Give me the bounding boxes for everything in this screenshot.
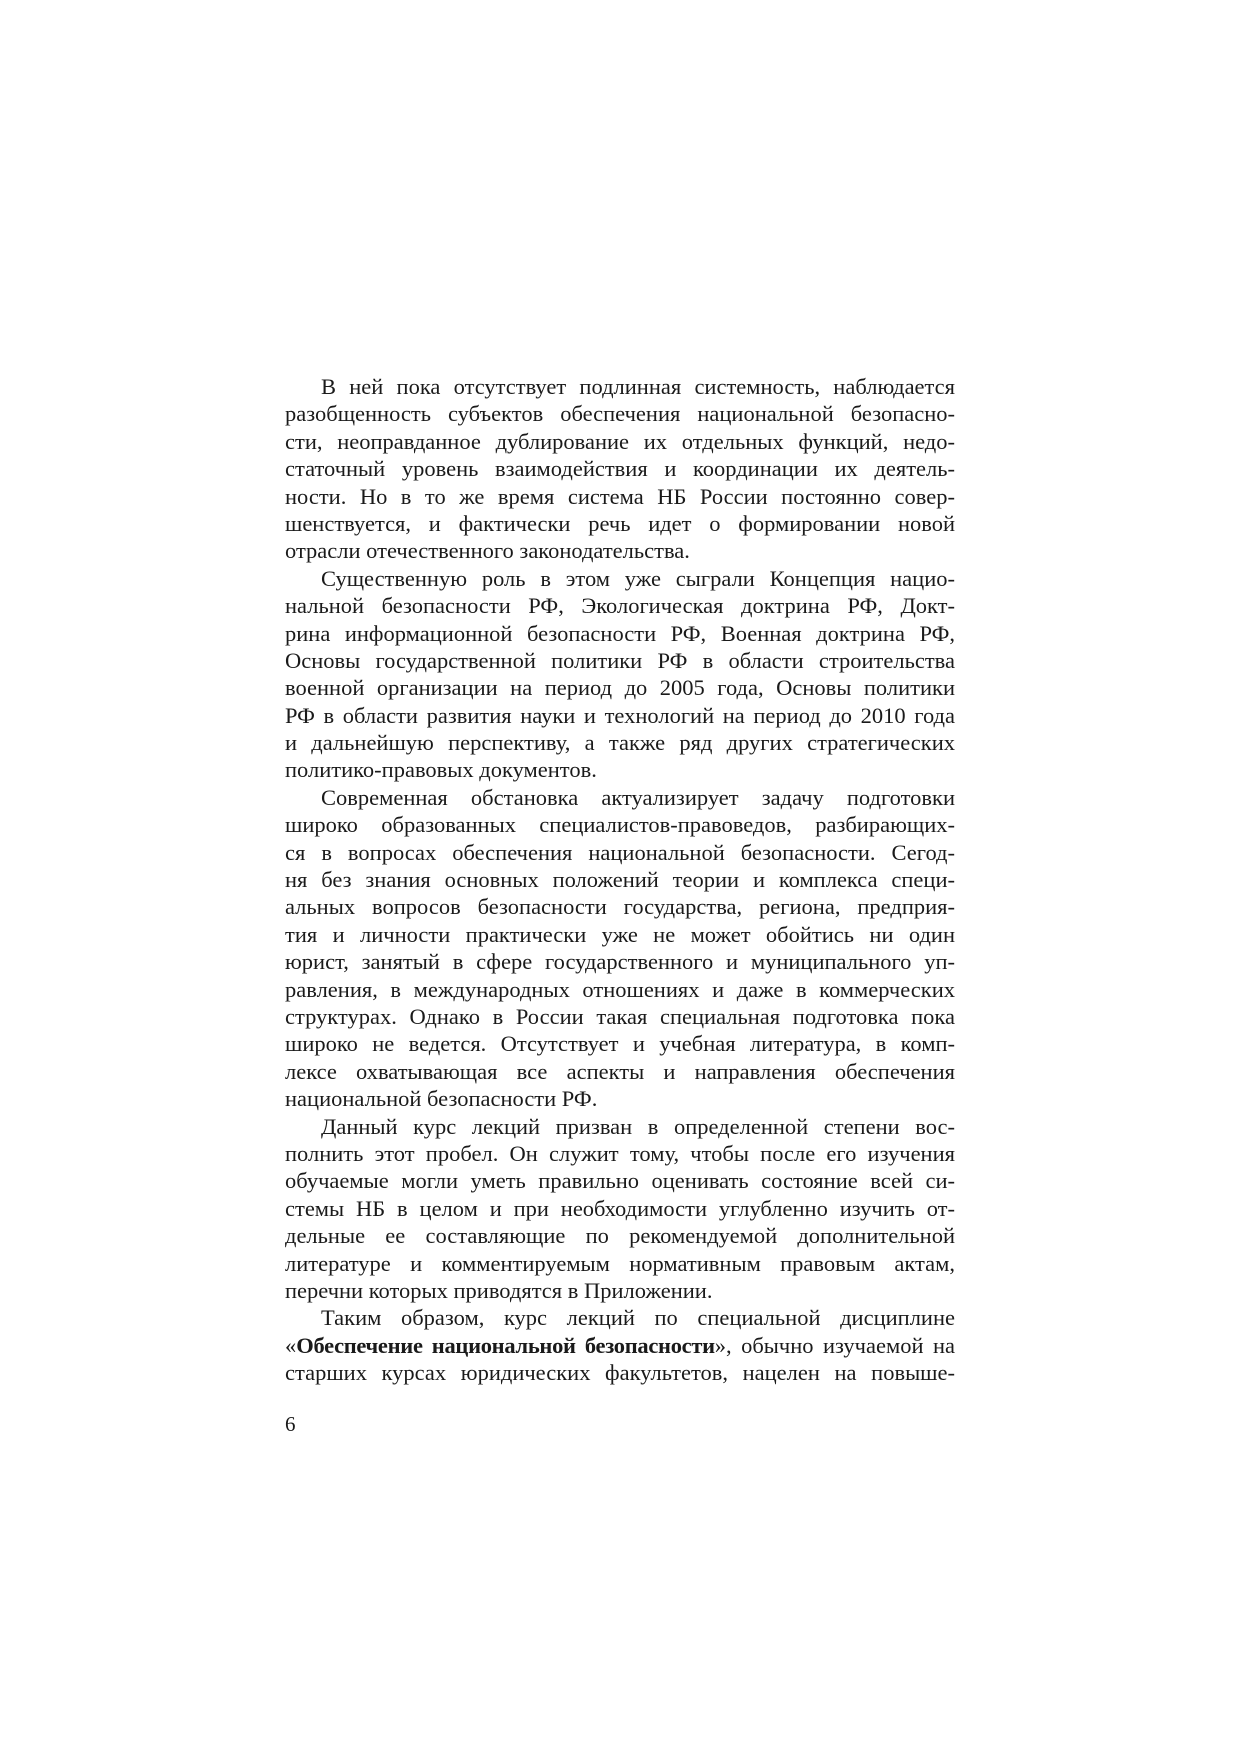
open-quote: « [285, 1332, 297, 1358]
text-line: полнить этот пробел. Он служит тому, чтобы после его изучения [285, 1140, 955, 1166]
text-line: стемы НБ в целом и при необходимости углубленно изучить от- [285, 1195, 955, 1221]
text-line: широко образованных специалистов-правоведов, разбирающих- [285, 812, 955, 838]
text-line: ся в вопросах обеспечения национальной безопасности. Сегод- [285, 839, 955, 865]
text-line: отрасли отечественного законодательства. [285, 538, 690, 564]
text-line: ности. Но в то же время система НБ России постоянно совер- [285, 483, 955, 509]
text-line: дельные ее составляющие по рекомендуемой дополнительной [285, 1223, 955, 1249]
text-line: Данный курс лекций призван в определенной степени вос- [321, 1113, 955, 1139]
text-line: Таким образом, курс лекций по специальной дисциплине [321, 1305, 955, 1331]
body-text [285, 373, 955, 1386]
text-line: Существенную роль в этом уже сыграли Концепция нацио- [321, 565, 955, 591]
text-line: обучаемые могли уметь правильно оценивать состояние всей си- [285, 1168, 955, 1194]
text-line: Основы государственной политики РФ в области строительства [285, 647, 955, 673]
text-line: тия и личности практически уже не может обойтись ни один [285, 921, 955, 947]
text-line: альных вопросов безопасности государства, региона, предприя- [285, 894, 955, 920]
text-line: военной организации на период до 2005 года, Основы политики [285, 675, 955, 701]
text-line: лексе охватывающая все аспекты и направления обеспечения [285, 1058, 955, 1084]
text-line: разобщенность субъектов обеспечения национальной безопасно- [285, 401, 955, 427]
text-line: широко не ведется. Отсутствует и учебная литература, в комп- [285, 1031, 955, 1057]
text-line: литературе и комментируемым нормативным правовым актам, [285, 1250, 955, 1276]
text-line: В ней пока отсутствует подлинная системность, наблюдается [321, 374, 955, 399]
text-line: юрист, занятый в сфере государственного и муниципального уп- [285, 949, 955, 975]
text-line: структурах. Однако в России такая специальная подготовка пока [285, 1003, 955, 1029]
text-line: Современная обстановка актуализирует задачу подготовки [321, 784, 955, 810]
close-quote-rest: », обычно изучаемой на [714, 1332, 955, 1358]
text-line: политико-правовых документов. [285, 757, 597, 783]
text-line: статочный уровень взаимодействия и координации их деятель- [285, 456, 955, 482]
text-line: шенствуется, и фактически речь идет о формировании новой [285, 510, 955, 536]
bold-course-title: Обеспечение национальной безопасности [296, 1332, 715, 1358]
text-line: рина информационной безопасности РФ, Военная доктрина РФ, [285, 620, 955, 646]
text-line-with-bold-title [285, 1332, 955, 1359]
text-line: перечни которых приводятся в Приложении. [285, 1277, 713, 1303]
page-number: 6 [285, 1412, 296, 1436]
text-line: сти, неоправданное дублирование их отдельных функций, недо- [285, 428, 955, 454]
text-line: и дальнейшую перспективу, а также ряд других стратегических [285, 730, 955, 756]
text-line: ня без знания основных положений теории и комплекса специ- [285, 867, 955, 893]
text-line: национальной безопасности РФ. [285, 1086, 598, 1112]
text-line: РФ в области развития науки и технологий на период до 2010 года [285, 702, 955, 728]
text-line: равления, в международных отношениях и даже в коммерческих [285, 976, 955, 1002]
text-line: старших курсах юридических факультетов, нацелен на повыше- [285, 1360, 955, 1386]
text-line: нальной безопасности РФ, Экологическая доктрина РФ, Докт- [285, 593, 955, 619]
